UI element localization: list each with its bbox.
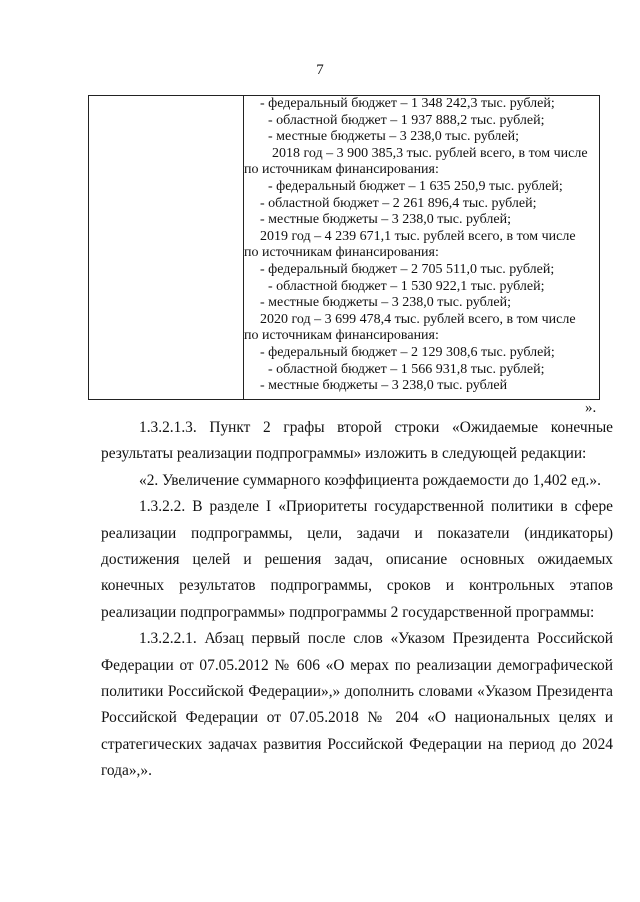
body-text (101, 415, 613, 785)
table-line: - местные бюджеты – 3 238,0 тыс. рублей; (268, 129, 519, 145)
table-left-cell (89, 96, 244, 400)
table-line: - областной бюджет – 2 261 896,4 тыс. рублей; (260, 195, 537, 211)
paragraph: 1.3.2.1.3. Пункт 2 графы второй строки «Ожидаемые конечные результаты реализации подпрограммы» изложить в следующей редакции: (101, 419, 613, 463)
financing-table (88, 95, 600, 400)
table-line: - областной бюджет – 1 566 931,8 тыс. рублей; (268, 361, 545, 377)
table-line: 2019 год – 4 239 671,1 тыс. рублей всего, в том числе (260, 228, 576, 244)
table-line: - федеральный бюджет – 2 129 308,6 тыс. рублей; (260, 344, 555, 360)
closing-quote: ». (585, 400, 597, 416)
paragraph: 1.3.2.2.1. Абзац первый после слов «Указом Президента Российской Федерации от 07.05.2012 № 606 «О мерах по реализации демографической политики Российской Федерации»,» дополнить словами «Указом Президента Российской Федерации от 07.05.2018 № 204 «О национальных целях и стратегических задачах развития Российской Федерации на период до 2024 года»,». (101, 630, 613, 780)
table-line: - областной бюджет – 1 937 888,2 тыс. рублей; (268, 112, 545, 128)
table-line: - местные бюджеты – 3 238,0 тыс. рублей; (260, 295, 511, 311)
table-line: 2020 год – 3 699 478,4 тыс. рублей всего, в том числе (260, 311, 576, 327)
table-line: по источникам финансирования: (244, 328, 439, 344)
table-line: - федеральный бюджет – 1 348 242,3 тыс. рублей; (260, 96, 555, 111)
table-line: - областной бюджет – 1 530 922,1 тыс. рублей; (268, 278, 545, 294)
table-line: 2018 год – 3 900 385,3 тыс. рублей всего, в том числе (272, 145, 588, 161)
paragraph: «2. Увеличение суммарного коэффициента рождаемости до 1,402 ед.». (139, 471, 601, 489)
page-number: 7 (316, 62, 324, 78)
paragraph: 1.3.2.2. В разделе I «Приоритеты государственной политики в сфере реализации подпрограммы, цели, задачи и показатели (индикаторы) достижения целей и решения задач, описание основных ожидаемых конечных результатов подпрограммы, сроков и контрольных этапов реализации подпрограммы» подпрограммы 2 государственной программы: (101, 498, 613, 621)
table-line: по источникам финансирования: (244, 245, 439, 261)
table-line: - местные бюджеты – 3 238,0 тыс. рублей (260, 378, 508, 394)
table-line: по источникам финансирования: (244, 162, 439, 178)
table-line: - федеральный бюджет – 1 635 250,9 тыс. рублей; (268, 178, 563, 194)
table-line: - местные бюджеты – 3 238,0 тыс. рублей; (260, 212, 511, 228)
table-line: - федеральный бюджет – 2 705 511,0 тыс. рублей; (260, 261, 555, 277)
table-right-cell (244, 96, 600, 400)
